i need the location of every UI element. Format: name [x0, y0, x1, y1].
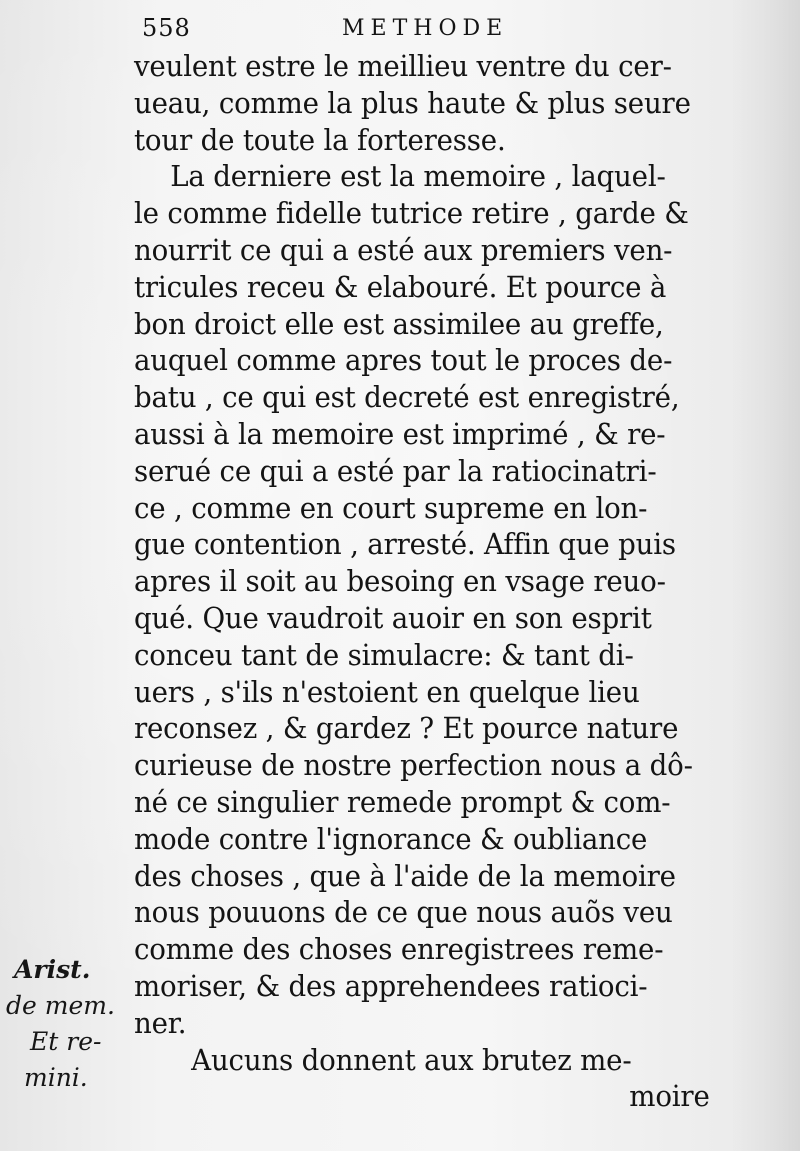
text-line: ce , comme en court supreme en lon-	[134, 490, 648, 525]
text-line: apres il soit au besoing en vsage reuo-	[134, 564, 666, 599]
body-text	[134, 48, 774, 1115]
text-line: le comme fidelle tutrice retire , garde &	[134, 196, 689, 231]
page-header	[142, 14, 742, 48]
text-line: serué ce qui a esté par la ratiocinatri-	[134, 453, 657, 488]
text-line: mode contre l'ignorance & oubliance	[134, 821, 648, 856]
text-line: comme des choses enregistrees reme-	[134, 932, 664, 967]
text-line: ueau, comme la plus haute & plus seure	[134, 85, 691, 120]
text-line: uers , s'ils n'estoient en quelque lieu	[134, 674, 640, 709]
text-line: aussi à la memoire est imprimé , & re-	[134, 416, 666, 451]
text-line: moire	[629, 1079, 710, 1114]
text-line: qué. Que vaudroit auoir en son esprit	[134, 600, 652, 635]
text-line: né ce singulier remede prompt & com-	[134, 784, 671, 819]
text-line: auquel comme apres tout le proces de-	[134, 343, 673, 378]
text-line: reconsez , & gardez ? Et pource nature	[134, 711, 679, 746]
text-line: gue contention , arresté. Affin que puis	[134, 527, 676, 562]
text-line: nous pouuons de ce que nous auõs veu	[134, 895, 673, 930]
running-title: METHODE	[342, 16, 509, 41]
text-line: tricules receu & elabouré. Et pource à	[134, 269, 667, 304]
text-line: Aucuns donnent aux brutez me-	[191, 1042, 632, 1077]
margin-note-line: Et re-	[30, 1027, 102, 1056]
text-line: veulent estre le meillieu ventre du cer-	[134, 49, 672, 83]
text-line: bon droict elle est assimilee au greffe,	[134, 306, 664, 341]
text-line: moriser, & des apprehendees ratioci-	[134, 968, 648, 1003]
page-number: 558	[142, 14, 191, 42]
text-line: La derniere est la memoire , laquel-	[170, 159, 666, 194]
text-line: curieuse de nostre perfection nous a dô-	[134, 748, 693, 783]
margin-note	[2, 952, 132, 1096]
text-line: batu , ce qui est decreté est enregistré,	[134, 380, 680, 415]
text-line: nourrit ce qui a esté aux premiers ven-	[134, 232, 673, 267]
text-line: des choses , que à l'aide de la memoire	[134, 858, 676, 893]
margin-note-line: Arist.	[14, 955, 91, 984]
text-line: ner.	[134, 1005, 187, 1040]
margin-note-line: mini.	[24, 1063, 88, 1092]
text-line: conceu tant de simulacre: & tant di-	[134, 637, 634, 672]
margin-note-line: de mem.	[6, 991, 115, 1020]
text-line: tour de toute la forteresse.	[134, 122, 506, 157]
